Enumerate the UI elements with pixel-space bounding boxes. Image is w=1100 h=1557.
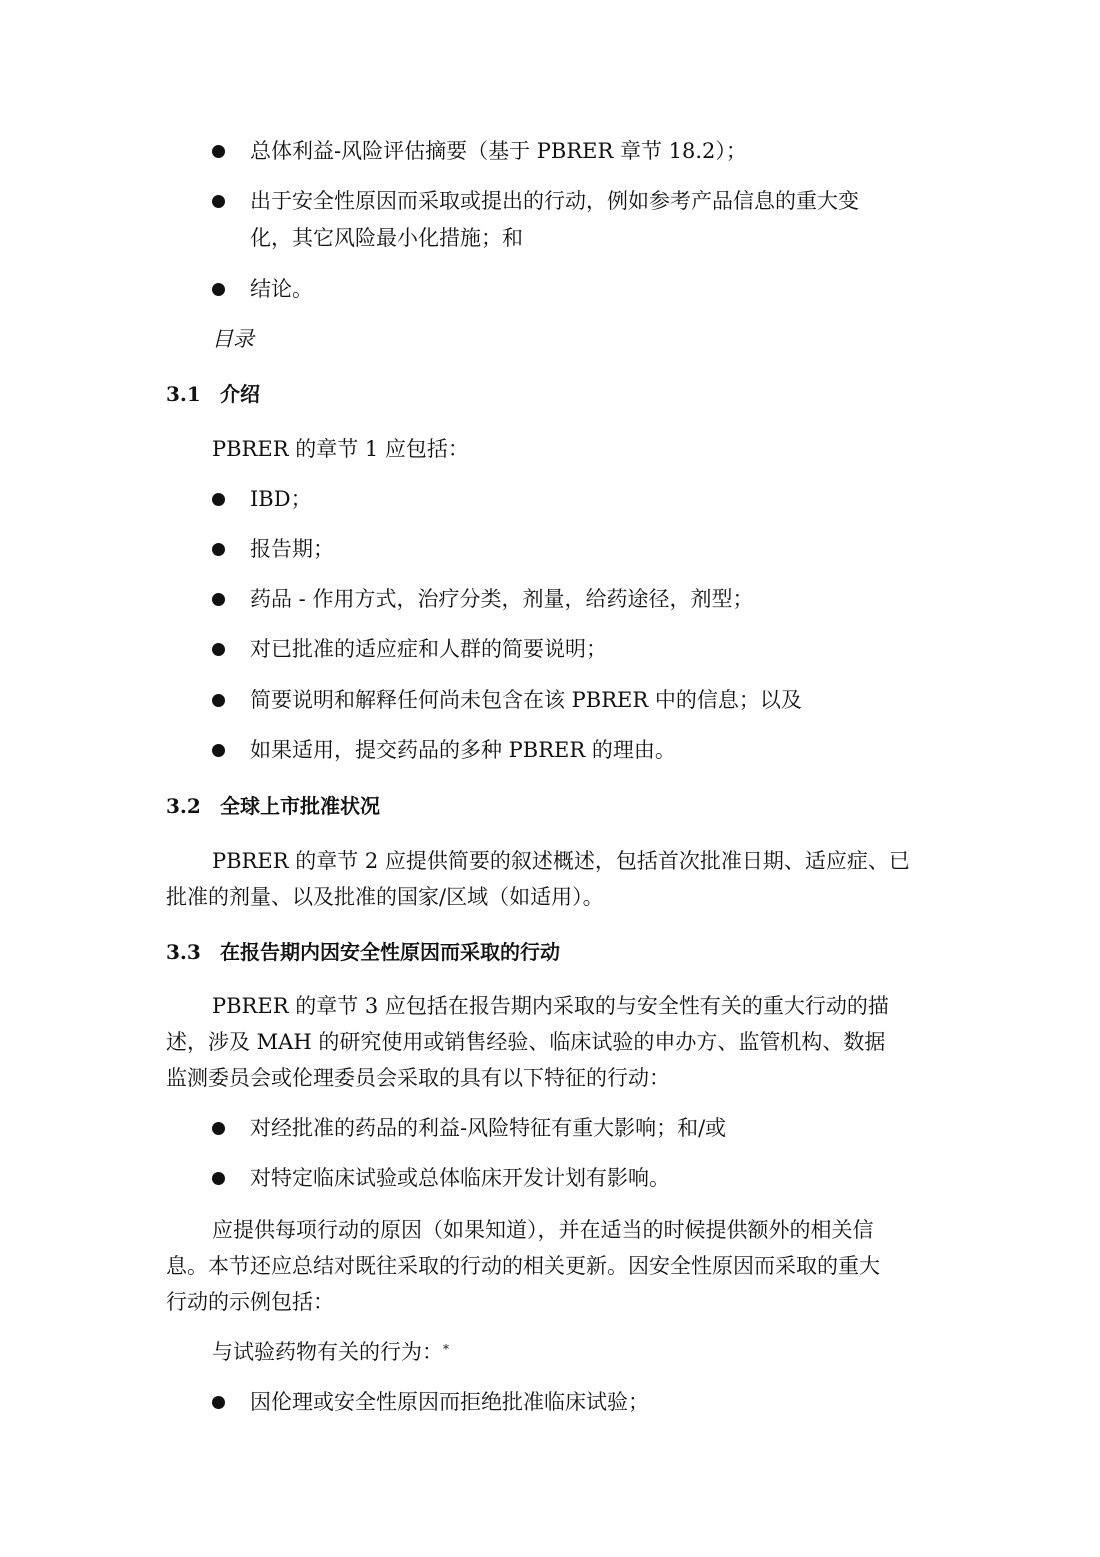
bullet-text: 简要说明和解释任何尚未包含在该 PBRER 中的信息；以及 bbox=[250, 688, 802, 712]
section-heading-3-3 bbox=[166, 934, 560, 970]
bullet-icon bbox=[212, 1172, 225, 1185]
section-number: 3.1 bbox=[166, 382, 201, 406]
bullet-text: 对已批准的适应症和人群的简要说明； bbox=[250, 637, 607, 661]
bullet-icon bbox=[212, 1122, 225, 1135]
paragraph-line: 应提供每项行动的原因（如果知道），并在适当的时候提供额外的相关信 bbox=[212, 1218, 874, 1242]
bullet-icon bbox=[212, 1396, 225, 1409]
bullet-icon bbox=[212, 694, 225, 707]
paragraph-line: PBRER 的章节 2 应提供简要的叙述概述，包括首次批准日期、适应症、已 bbox=[212, 849, 910, 873]
section-lead: PBRER 的章节 1 应包括： bbox=[212, 437, 469, 461]
section-heading-3-2 bbox=[166, 788, 380, 824]
bullet-text: 结论。 bbox=[250, 277, 313, 301]
section-number: 3.3 bbox=[166, 940, 201, 964]
bullet-text: 对特定临床试验或总体临床开发计划有影响。 bbox=[250, 1166, 670, 1190]
bullet-text: 如果适用，提交药品的多种 PBRER 的理由。 bbox=[250, 738, 676, 762]
paragraph-line: 批准的剂量、以及批准的国家/区域（如适用）。 bbox=[166, 885, 604, 909]
bullet-text: 对经批准的药品的利益-风险特征有重大影响；和/或 bbox=[250, 1116, 727, 1140]
bullet-text: 总体利益-风险评估摘要（基于 PBRER 章节 18.2）； bbox=[250, 139, 747, 163]
investigational-label bbox=[212, 1334, 449, 1373]
paragraph-line: 述，涉及 MAH 的研究使用或销售经验、临床试验的申办方、监管机构、数据 bbox=[166, 1030, 886, 1054]
section-title: 在报告期内因安全性原因而采取的行动 bbox=[220, 940, 560, 964]
bullet-icon bbox=[212, 493, 225, 506]
bullet-text: 报告期； bbox=[250, 537, 334, 561]
bullet-icon bbox=[212, 283, 225, 296]
bullet-text: 因伦理或安全性原因而拒绝批准临床试验； bbox=[250, 1390, 649, 1414]
footnote-mark: * bbox=[443, 1342, 449, 1356]
bullet-icon bbox=[212, 744, 225, 757]
toc-label: 目录 bbox=[212, 327, 254, 351]
paragraph-line: 息。本节还应总结对既往采取的行动的相关更新。因安全性原因而采取的重大 bbox=[166, 1254, 880, 1278]
bullet-icon bbox=[212, 145, 225, 158]
section-title: 全球上市批准状况 bbox=[220, 794, 380, 818]
bullet-icon bbox=[212, 543, 225, 556]
section-heading-3-1 bbox=[166, 376, 260, 412]
bullet-text: 出于安全性原因而采取或提出的行动，例如参考产品信息的重大变 bbox=[250, 189, 859, 213]
paragraph-line: PBRER 的章节 3 应包括在报告期内采取的与安全性有关的重大行动的描 bbox=[212, 994, 889, 1018]
bullet-icon bbox=[212, 195, 225, 208]
section-title: 介绍 bbox=[220, 382, 260, 406]
bullet-icon bbox=[212, 593, 225, 606]
bullet-text: IBD； bbox=[250, 487, 312, 511]
investigational-label-text: 与试验药物有关的行为： bbox=[212, 1340, 443, 1364]
bullet-text: 药品 - 作用方式，治疗分类，剂量，给药途径，剂型； bbox=[250, 587, 754, 611]
paragraph-line: 监测委员会或伦理委员会采取的具有以下特征的行动： bbox=[166, 1066, 670, 1090]
bullet-text-continued: 化，其它风险最小化措施；和 bbox=[250, 226, 523, 250]
bullet-icon bbox=[212, 643, 225, 656]
section-number: 3.2 bbox=[166, 794, 201, 818]
paragraph-line: 行动的示例包括： bbox=[166, 1290, 334, 1314]
